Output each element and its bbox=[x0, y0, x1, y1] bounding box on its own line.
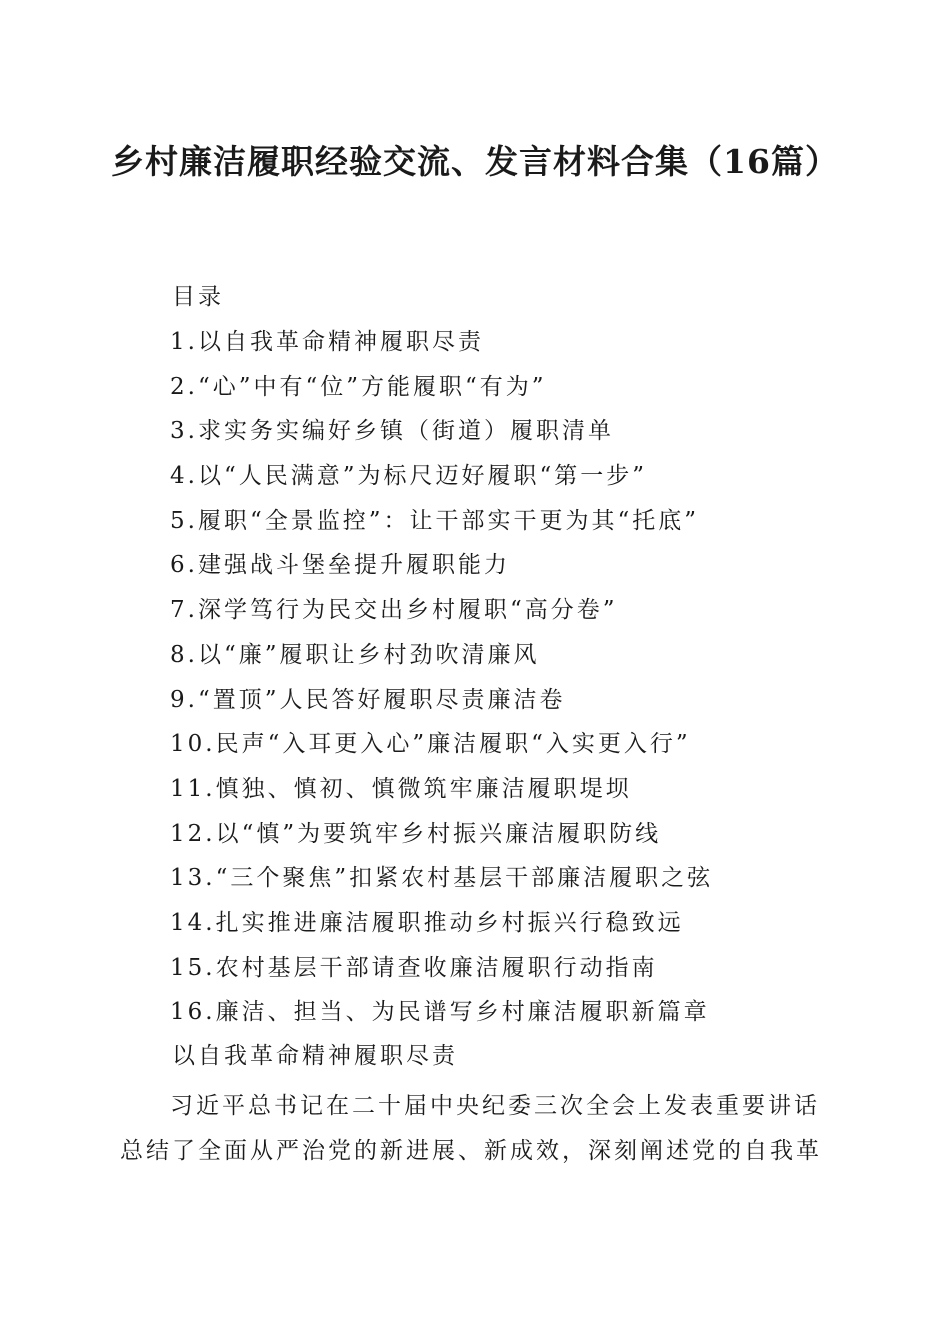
toc-item: 1.以自我革命精神履职尽责 bbox=[170, 329, 484, 355]
body-paragraph: 习近平总书记在二十届中央纪委三次全会上发表重要讲话总结了全面从严治党的新进展、新成效，深刻阐述党的自我革 bbox=[120, 1093, 822, 1164]
toc-item: 7.深学笃行为民交出乡村履职“高分卷” bbox=[170, 597, 618, 624]
toc-item: 13.“三个聚焦”扣紧农村基层干部廉洁履职之弦 bbox=[170, 865, 714, 892]
toc-item: 4.以“人民满意”为标尺迈好履职“第一步” bbox=[170, 463, 647, 490]
table-of-contents bbox=[170, 325, 713, 1040]
toc-item: 16.廉洁、担当、为民谱写乡村廉洁履职新篇章 bbox=[170, 999, 710, 1026]
toc-item: 3.求实务实编好乡镇（街道）履职清单 bbox=[170, 418, 614, 445]
document-title: 乡村廉洁履职经验交流、发言材料合集（16篇） bbox=[111, 142, 839, 181]
toc-item: 6.建强战斗堡垒提升履职能力 bbox=[170, 552, 510, 579]
toc-item: 12.以“慎”为要筑牢乡村振兴廉洁履职防线 bbox=[170, 820, 662, 847]
toc-item: 2.“心”中有“位”方能履职“有为” bbox=[170, 373, 547, 400]
toc-item: 11.慎独、慎初、慎微筑牢廉洁履职堤坝 bbox=[170, 775, 632, 802]
toc-item: 14.扎实推进廉洁履职推动乡村振兴行稳致远 bbox=[170, 909, 684, 936]
toc-item: 8.以“廉”履职让乡村劲吹清廉风 bbox=[170, 641, 540, 668]
toc-item: 10.民声“入耳更入心”廉洁履职“入实更入行” bbox=[170, 731, 691, 758]
section-heading: 以自我革命精神履职尽责 bbox=[172, 1043, 458, 1069]
toc-heading: 目录 bbox=[172, 284, 224, 310]
toc-item: 15.农村基层干部请查收廉洁履职行动指南 bbox=[170, 954, 658, 981]
toc-item: 9.“置顶”人民答好履职尽责廉洁卷 bbox=[170, 686, 566, 713]
toc-item: 5.履职“全景监控”：让干部实干更为其“托底” bbox=[170, 507, 699, 534]
